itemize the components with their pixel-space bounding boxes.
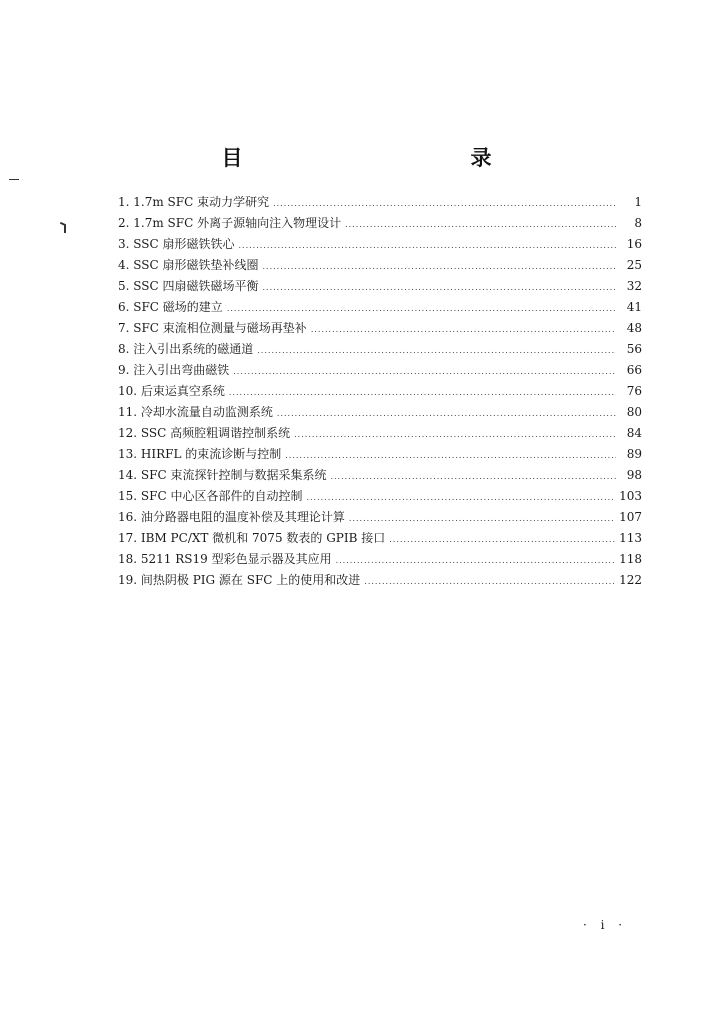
toc-entry[interactable] xyxy=(118,234,642,255)
toc-entry-title: 19. 间热阴极 PIG 源在 SFC 上的使用和改进 xyxy=(118,573,361,587)
toc-entry-title: 4. SSC 扇形磁铁垫补线圈 xyxy=(118,258,259,272)
toc-dot-leader xyxy=(227,298,616,319)
toc-entry-page: 118 xyxy=(619,552,642,566)
toc-entry[interactable] xyxy=(118,192,642,213)
toc-dot-leader xyxy=(294,424,616,445)
toc-dot-leader xyxy=(263,256,617,277)
toc-entry[interactable] xyxy=(118,507,642,528)
toc-entry-title: 16. 油分路器电阻的温度补偿及其理论计算 xyxy=(118,510,345,524)
toc-dot-leader xyxy=(273,193,616,214)
toc-dot-leader xyxy=(345,214,616,235)
toc-entry-title: 6. SFC 磁场的建立 xyxy=(118,300,223,314)
toc-entry-title: 1. 1.7m SFC 束动力学研究 xyxy=(118,195,270,209)
toc-entry-page: 76 xyxy=(626,384,642,398)
toc-entry-page: 32 xyxy=(626,279,642,293)
toc-entry-title: 5. SSC 四扇磁铁磁场平衡 xyxy=(118,279,259,293)
toc-entry[interactable] xyxy=(118,213,642,234)
toc-entry[interactable] xyxy=(118,318,642,339)
toc-dot-leader xyxy=(257,340,616,361)
table-of-contents xyxy=(118,192,642,591)
toc-entry[interactable] xyxy=(118,570,642,591)
toc-dot-leader xyxy=(285,445,616,466)
toc-entry[interactable] xyxy=(118,255,642,276)
toc-dot-leader xyxy=(336,550,616,571)
toc-entry-title: 13. HIRFL 的束流诊断与控制 xyxy=(118,447,282,461)
toc-entry-title: 8. 注入引出系统的磁通道 xyxy=(118,342,254,356)
toc-entry[interactable] xyxy=(118,465,642,486)
toc-entry-title: 3. SSC 扇形磁铁铁心 xyxy=(118,237,235,251)
toc-entry-title: 14. SFC 束流探针控制与数据采集系统 xyxy=(118,468,327,482)
toc-entry-page: 56 xyxy=(626,342,642,356)
toc-entry-title: 15. SFC 中心区各部件的自动控制 xyxy=(118,489,303,503)
toc-dot-leader xyxy=(277,403,616,424)
toc-entry[interactable] xyxy=(118,402,642,423)
toc-entry-page: 107 xyxy=(619,510,642,524)
toc-entry-title: 9. 注入引出弯曲磁铁 xyxy=(118,363,230,377)
toc-dot-leader xyxy=(349,508,615,529)
toc-dot-leader xyxy=(229,382,616,403)
toc-entry-page: 48 xyxy=(626,321,642,335)
toc-entry[interactable] xyxy=(118,339,642,360)
toc-dot-leader xyxy=(239,235,617,256)
toc-entry[interactable] xyxy=(118,276,642,297)
toc-entry-page: 66 xyxy=(626,363,642,377)
page-title: 目 录 xyxy=(221,146,554,170)
toc-entry-title: 18. 5211 RS19 型彩色显示器及其应用 xyxy=(118,552,332,566)
toc-entry[interactable] xyxy=(118,528,642,549)
toc-entry-title: 10. 后束运真空系统 xyxy=(118,384,225,398)
toc-entry-page: 8 xyxy=(634,216,642,230)
toc-entry[interactable] xyxy=(118,486,642,507)
toc-entry-page: 98 xyxy=(626,468,642,482)
toc-entry[interactable] xyxy=(118,381,642,402)
toc-dot-leader xyxy=(330,466,616,487)
toc-entry-title: 12. SSC 高频腔粗调谐控制系统 xyxy=(118,426,291,440)
toc-entry-page: 41 xyxy=(626,300,642,314)
scan-artifact xyxy=(64,225,66,233)
toc-entry[interactable] xyxy=(118,444,642,465)
toc-dot-leader xyxy=(233,361,616,382)
toc-entry-page: 1 xyxy=(634,195,642,209)
toc-entry-page: 89 xyxy=(626,447,642,461)
toc-entry-page: 122 xyxy=(619,573,642,587)
toc-entry-page: 16 xyxy=(626,237,642,251)
scan-artifact xyxy=(9,179,19,180)
toc-entry-page: 84 xyxy=(626,426,642,440)
toc-entry[interactable] xyxy=(118,360,642,381)
toc-dot-leader xyxy=(263,277,617,298)
toc-dot-leader xyxy=(389,529,615,550)
toc-entry-title: 7. SFC 束流相位测量与磁场再垫补 xyxy=(118,321,307,335)
toc-entry-title: 11. 冷却水流量自动监测系统 xyxy=(118,405,273,419)
toc-entry-page: 113 xyxy=(619,531,642,545)
page-number: · i · xyxy=(582,918,628,932)
toc-entry[interactable] xyxy=(118,297,642,318)
toc-dot-leader xyxy=(311,319,616,340)
toc-dot-leader xyxy=(364,571,615,592)
toc-entry-page: 80 xyxy=(626,405,642,419)
toc-entry-title: 2. 1.7m SFC 外离子源轴向注入物理设计 xyxy=(118,216,342,230)
toc-entry[interactable] xyxy=(118,549,642,570)
toc-entry-page: 25 xyxy=(626,258,642,272)
toc-dot-leader xyxy=(306,487,615,508)
toc-entry-title: 17. IBM PC/XT 微机和 7075 数表的 GPIB 接口 xyxy=(118,531,386,545)
toc-entry-page: 103 xyxy=(619,489,642,503)
toc-entry[interactable] xyxy=(118,423,642,444)
